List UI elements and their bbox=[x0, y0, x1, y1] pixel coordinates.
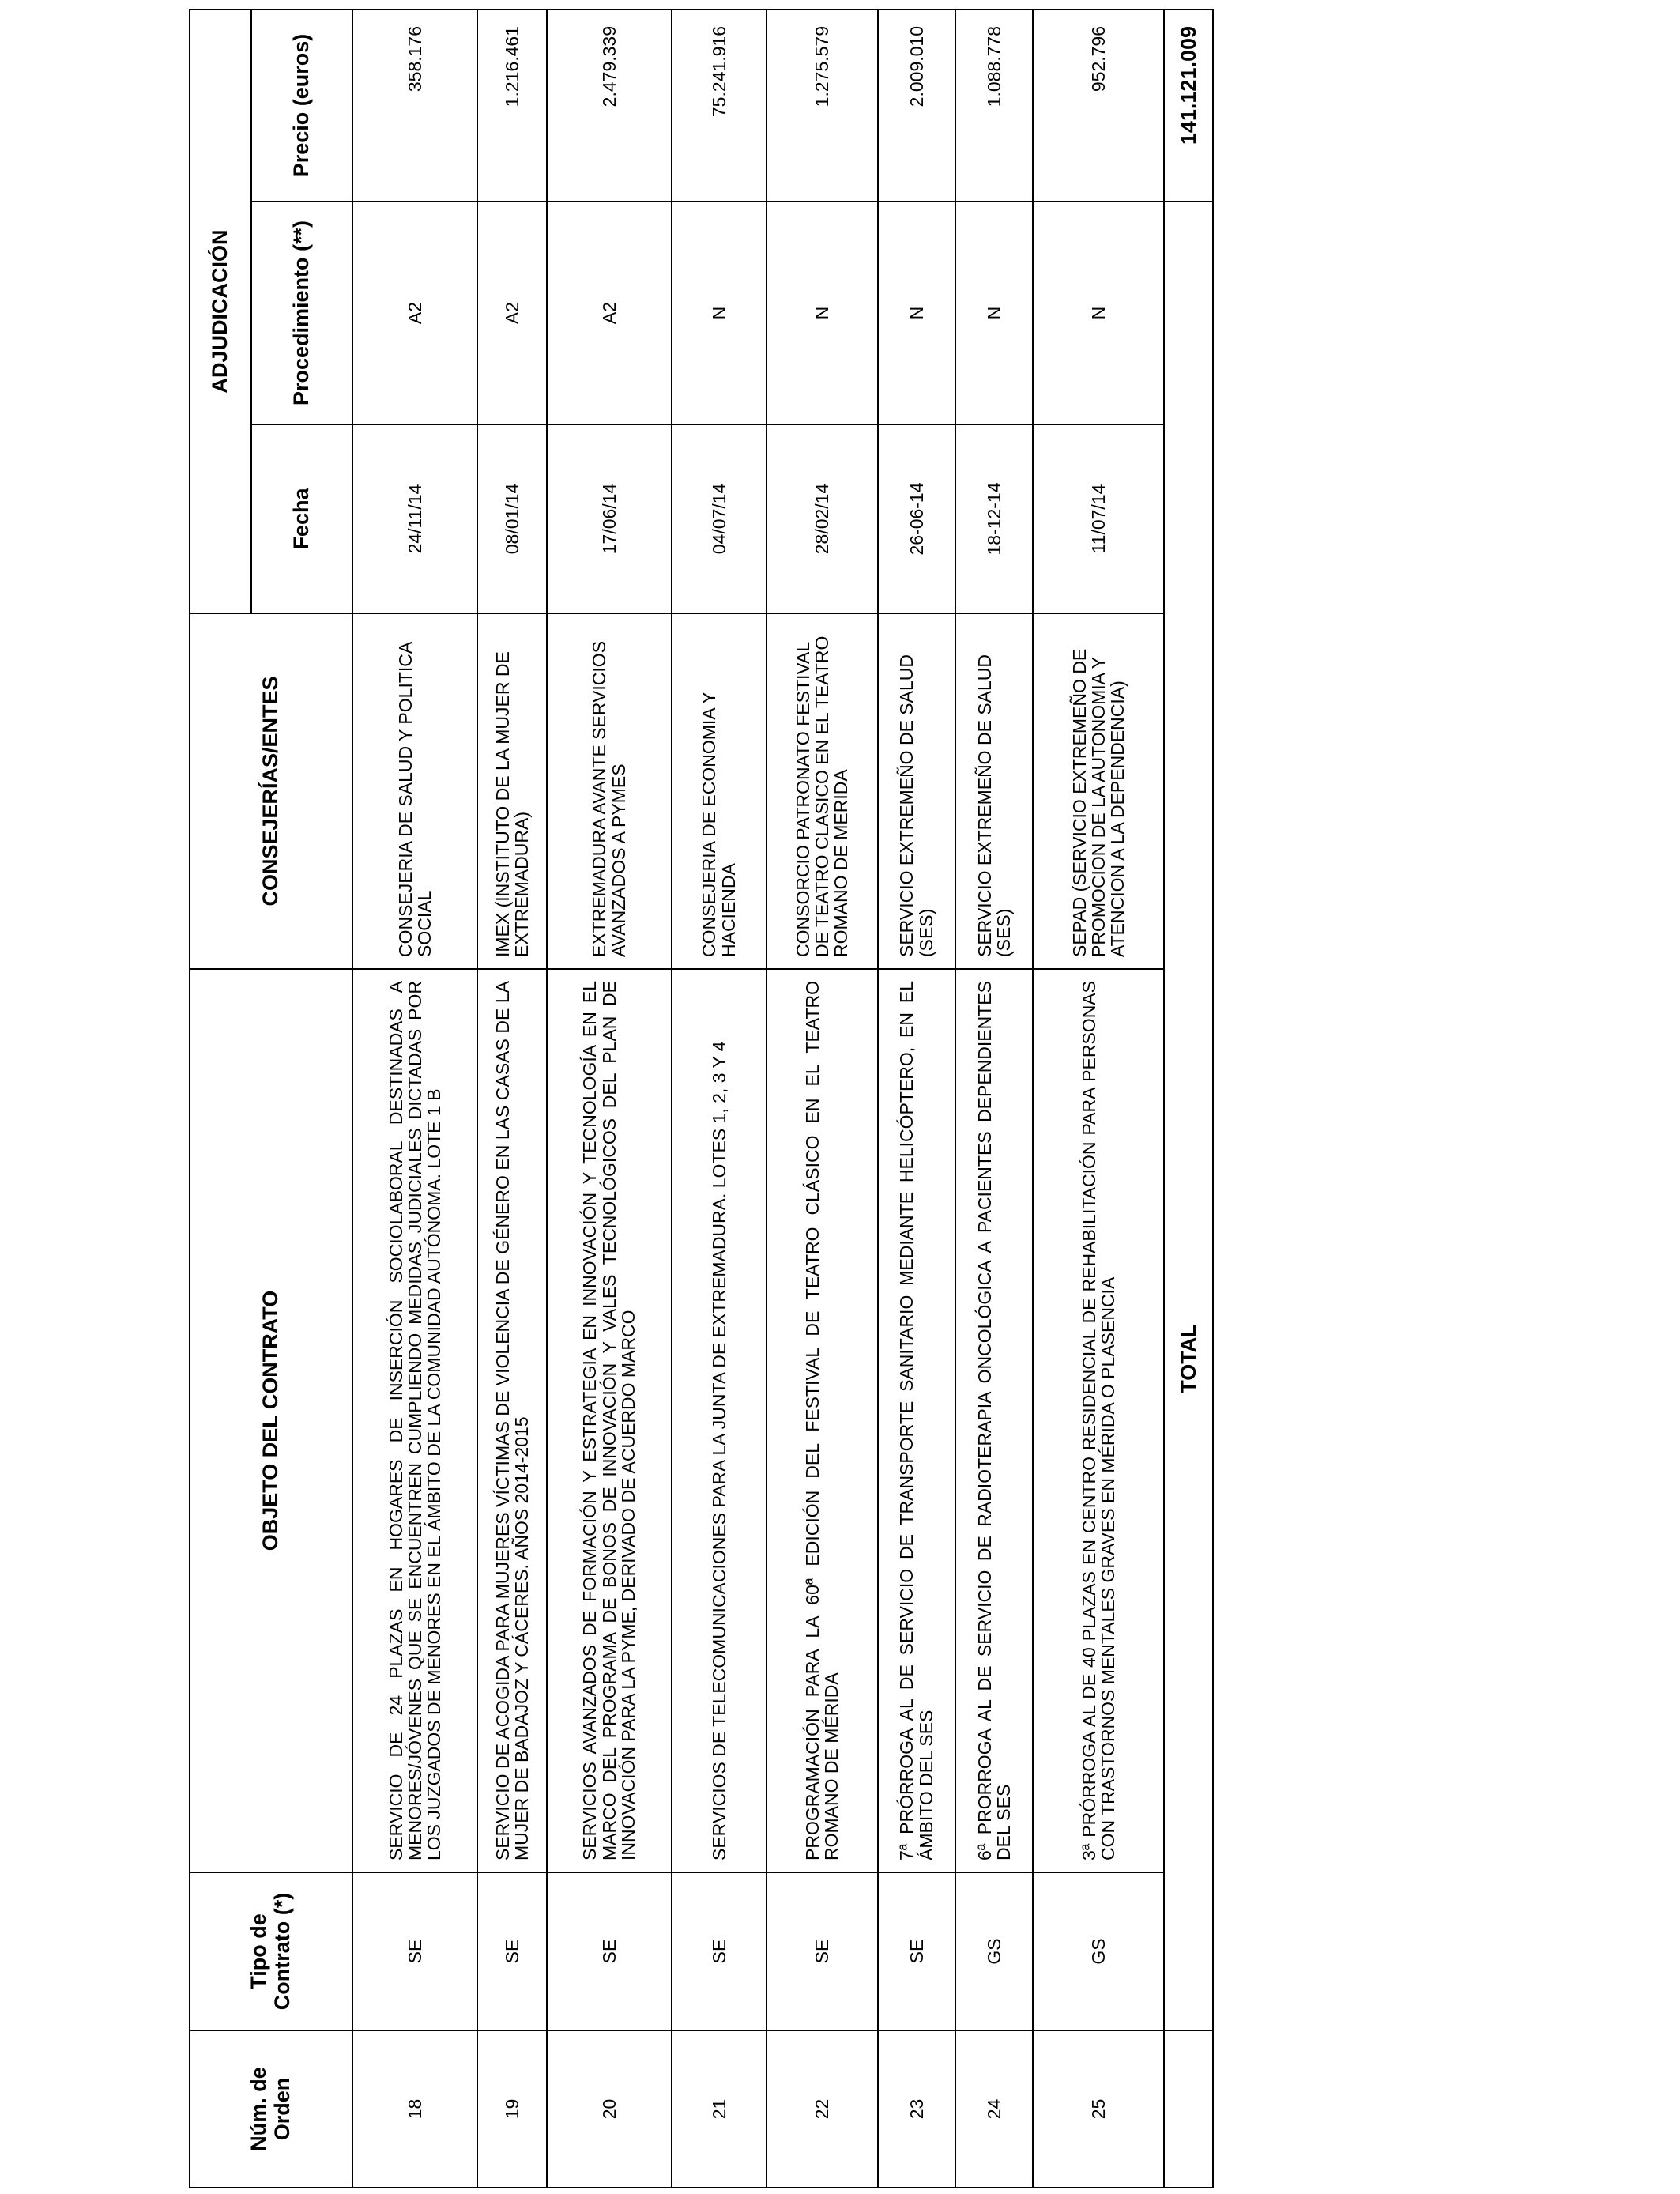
cell-precio: 1.088.778 bbox=[955, 9, 1033, 202]
cell-objeto: 7ª PRÓRROGA AL DE SERVICIO DE TRANSPORTE SANITARIO MEDIANTE HELICÓPTERO, EN EL ÁMBITO DEL SES bbox=[878, 969, 955, 1872]
total-row bbox=[1164, 9, 1213, 2188]
cell-tipo: SE bbox=[672, 1872, 767, 2030]
cell-objeto: SERVICIO DE ACOGIDA PARA MUJERES VÍCTIMAS DE VIOLENCIA DE GÉNERO EN LAS CASAS DE LA MUJER DE BADAJOZ Y CÁCERES. AÑOS 2014-2015 bbox=[477, 969, 547, 1872]
cell-procedimiento: N bbox=[672, 202, 767, 424]
header-precio: Precio (euros) bbox=[251, 9, 352, 202]
header-objeto: OBJETO DEL CONTRATO bbox=[190, 969, 352, 1872]
cell-precio: 952.796 bbox=[1033, 9, 1164, 202]
cell-num: 21 bbox=[672, 2030, 767, 2188]
cell-procedimiento: N bbox=[878, 202, 955, 424]
cell-fecha: 18-12-14 bbox=[955, 424, 1033, 613]
table-row bbox=[955, 9, 1033, 2188]
cell-num: 23 bbox=[878, 2030, 955, 2188]
cell-precio: 358.176 bbox=[352, 9, 477, 202]
cell-tipo: SE bbox=[878, 1872, 955, 2030]
cell-precio: 2.479.339 bbox=[547, 9, 672, 202]
cell-fecha: 17/06/14 bbox=[547, 424, 672, 613]
cell-num: 25 bbox=[1033, 2030, 1164, 2188]
cell-procedimiento: N bbox=[767, 202, 878, 424]
table-row bbox=[672, 9, 767, 2188]
cell-num: 18 bbox=[352, 2030, 477, 2188]
cell-ente: EXTREMADURA AVANTE SERVICIOS AVANZADOS A PYMES bbox=[547, 613, 672, 969]
cell-procedimiento: A2 bbox=[477, 202, 547, 424]
cell-objeto: SERVICIO DE 24 PLAZAS EN HOGARES DE INSERCIÓN SOCIOLABORAL DESTINADAS A MENORES/JÓVENES QUE SE ENCUENTREN CUMPLIENDO MEDIDAS JUDICIALES DICTADAS POR LOS JUZGADOS DE MENORES EN EL ÁMBITO DE LA COMUNIDAD AUTÓNOMA. LOTE 1 B bbox=[352, 969, 477, 1872]
cell-ente: SERVICIO EXTREMEÑO DE SALUD (SES) bbox=[878, 613, 955, 969]
cell-procedimiento: N bbox=[1033, 202, 1164, 424]
cell-tipo: GS bbox=[1033, 1872, 1164, 2030]
cell-ente: CONSEJERIA DE SALUD Y POLITICA SOCIAL bbox=[352, 613, 477, 969]
cell-objeto: SERVICIOS AVANZADOS DE FORMACIÓN Y ESTRATEGIA EN INNOVACIÓN Y TECNOLOGÍA EN EL MARCO DEL PROGRAMA DE BONOS DE INNOVACIÓN Y VALES TECNOLÓGICOS DEL PLAN DE INNOVACIÓN PARA LA PYME, DERIVADO DE ACUERDO MARCO bbox=[547, 969, 672, 1872]
cell-procedimiento: A2 bbox=[352, 202, 477, 424]
cell-tipo: GS bbox=[955, 1872, 1033, 2030]
cell-fecha: 11/07/14 bbox=[1033, 424, 1164, 613]
header-consejerias: CONSEJERÍAS/ENTES bbox=[190, 613, 352, 969]
cell-ente: CONSEJERIA DE ECONOMIA Y HACIENDA bbox=[672, 613, 767, 969]
cell-objeto: 3ª PRÓRROGA AL DE 40 PLAZAS EN CENTRO RESIDENCIAL DE REHABILITACIÓN PARA PERSONAS CON TRASTORNOS MENTALES GRAVES EN MÉRIDA O PLASENCIA bbox=[1033, 969, 1164, 1872]
cell-precio: 75.241.916 bbox=[672, 9, 767, 202]
cell-ente: SEPAD (SERVICIO EXTREMEÑO DE PROMOCION DE LA AUTONOMIA Y ATENCION A LA DEPENDENCIA) bbox=[1033, 613, 1164, 969]
header-procedimiento: Procedimiento (**) bbox=[251, 202, 352, 424]
cell-fecha: 08/01/14 bbox=[477, 424, 547, 613]
table-row bbox=[477, 9, 547, 2188]
cell-fecha: 28/02/14 bbox=[767, 424, 878, 613]
header-fecha: Fecha bbox=[251, 424, 352, 613]
cell-tipo: SE bbox=[477, 1872, 547, 2030]
cell-objeto: 6ª PRORROGA AL DE SERVICIO DE RADIOTERAPIA ONCOLÓGICA A PACIENTES DEPENDIENTES DEL SES bbox=[955, 969, 1033, 1872]
table-row bbox=[352, 9, 477, 2188]
header-adjudicacion: ADJUDICACIÓN bbox=[190, 9, 251, 613]
cell-tipo: SE bbox=[352, 1872, 477, 2030]
cell-procedimiento: A2 bbox=[547, 202, 672, 424]
cell-num: 19 bbox=[477, 2030, 547, 2188]
cell-precio: 1.275.579 bbox=[767, 9, 878, 202]
total-value: 141.121.009 bbox=[1164, 9, 1213, 202]
cell-fecha: 04/07/14 bbox=[672, 424, 767, 613]
cell-tipo: SE bbox=[547, 1872, 672, 2030]
contracts-table bbox=[189, 9, 1214, 2188]
cell-ente: IMEX (INSTITUTO DE LA MUJER DE EXTREMADURA) bbox=[477, 613, 547, 969]
cell-fecha: 24/11/14 bbox=[352, 424, 477, 613]
cell-num: 22 bbox=[767, 2030, 878, 2188]
table-row bbox=[547, 9, 672, 2188]
cell-precio: 2.009.010 bbox=[878, 9, 955, 202]
header-num-orden: Núm. de Orden bbox=[190, 2030, 352, 2188]
cell-objeto: PROGRAMACIÓN PARA LA 60ª EDICIÓN DEL FESTIVAL DE TEATRO CLÁSICO EN EL TEATRO ROMANO DE MÉRIDA bbox=[767, 969, 878, 1872]
rotated-page bbox=[189, 10, 1214, 2188]
total-label: TOTAL bbox=[1164, 202, 1213, 2030]
cell-num: 24 bbox=[955, 2030, 1033, 2188]
table-row bbox=[1033, 9, 1164, 2188]
total-empty-cell bbox=[1164, 2030, 1213, 2188]
table-row bbox=[767, 9, 878, 2188]
cell-precio: 1.216.461 bbox=[477, 9, 547, 202]
header-tipo-contrato: Tipo de Contrato (*) bbox=[190, 1872, 352, 2030]
cell-ente: SERVICIO EXTREMEÑO DE SALUD (SES) bbox=[955, 613, 1033, 969]
cell-fecha: 26-06-14 bbox=[878, 424, 955, 613]
cell-procedimiento: N bbox=[955, 202, 1033, 424]
table-row bbox=[878, 9, 955, 2188]
cell-num: 20 bbox=[547, 2030, 672, 2188]
cell-ente: CONSORCIO PATRONATO FESTIVAL DE TEATRO CLASICO EN EL TEATRO ROMANO DE MERIDA bbox=[767, 613, 878, 969]
cell-objeto: SERVICIOS DE TELECOMUNICACIONES PARA LA JUNTA DE EXTREMADURA. LOTES 1, 2, 3 Y 4 bbox=[672, 969, 767, 1872]
cell-tipo: SE bbox=[767, 1872, 878, 2030]
